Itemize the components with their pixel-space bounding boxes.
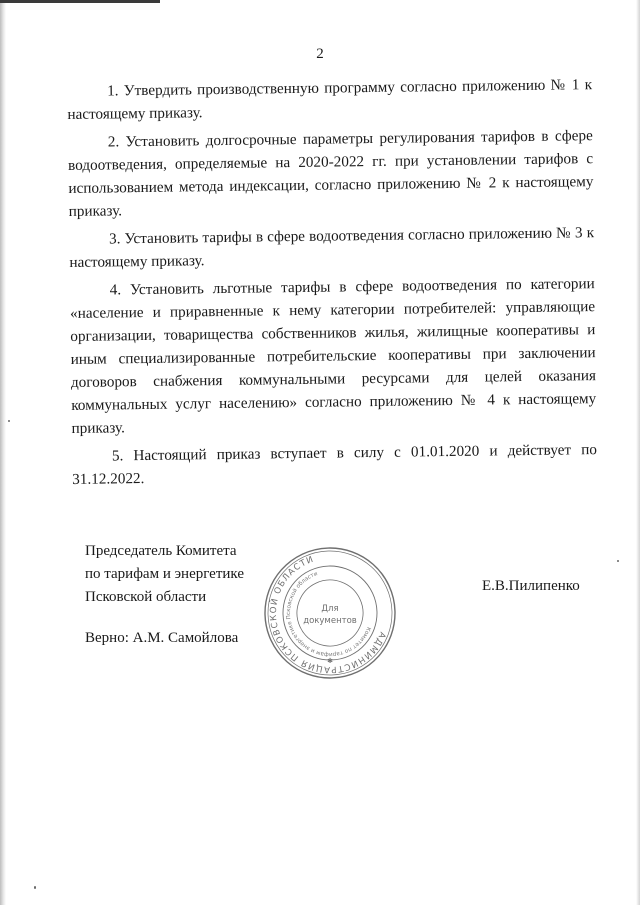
scan-speck: [8, 420, 10, 422]
paragraph-5: 5. Настоящий приказ вступает в силу с 01.01.2020 и действует по 31.12.2022.: [72, 441, 597, 488]
stamp-star-icon: ✱: [327, 657, 333, 665]
order-body: [67, 73, 597, 491]
stamp-outer-text: АДМИНИСТРАЦИЯ ПСКОВСКОЙ ОБЛАСТИ: [268, 554, 388, 675]
signatory-title-line-2: по тарифам и энергетике: [85, 566, 244, 582]
paragraph-4: 4. Установить льготные тарифы в сфере водоотведения по категории «население и приравненные к нему категории потребителей: управляющие организации, товарищества собственников жилья, жилищные кооперативы и иным специализированные потребительские кооперативы при заключении договоров снабжения коммунальными ресурсами для целей оказания коммунальных услуг населению» согласно приложению № 4 к настоящему приказу.: [69, 275, 597, 437]
page-number: 2: [316, 46, 324, 62]
scan-speck: [34, 886, 36, 889]
paragraph-3: 3. Установить тарифы в сфере водоотведения согласно приложению № 3 к настоящему приказу.: [69, 224, 595, 271]
paragraph-2: 2. Установить долгосрочные параметры регулирования тарифов в сфере водоотведения, определяемые на 2020-2022 гг. при установлении тарифов с использованием метода индексации, согласно приложению № 2 к настоящему приказу.: [68, 127, 594, 220]
scan-top-mark: [0, 0, 160, 3]
signatory-name: Е.В.Пилипенко: [482, 578, 580, 594]
stamp-center-line-1: Для: [321, 604, 339, 614]
scan-edge-right: [636, 0, 640, 905]
paragraph-1: 1. Утвердить производственную программу согласно приложению № 1 к настоящему приказу.: [67, 76, 593, 123]
signatory-title: [85, 540, 244, 609]
stamp-inner-text: Комитет по тарифам и энергетике Псковской области: [285, 571, 372, 658]
scan-edge-left: [0, 0, 6, 905]
signatory-title-line-3: Псковской области: [85, 589, 207, 605]
verified-copy-note: Верно: А.М. Самойлова: [85, 630, 239, 646]
official-stamp: [262, 545, 398, 681]
stamp-center-line-2: документов: [303, 616, 357, 626]
scan-speck: [617, 560, 619, 562]
signatory-title-line-1: Председатель Комитета: [85, 543, 237, 559]
